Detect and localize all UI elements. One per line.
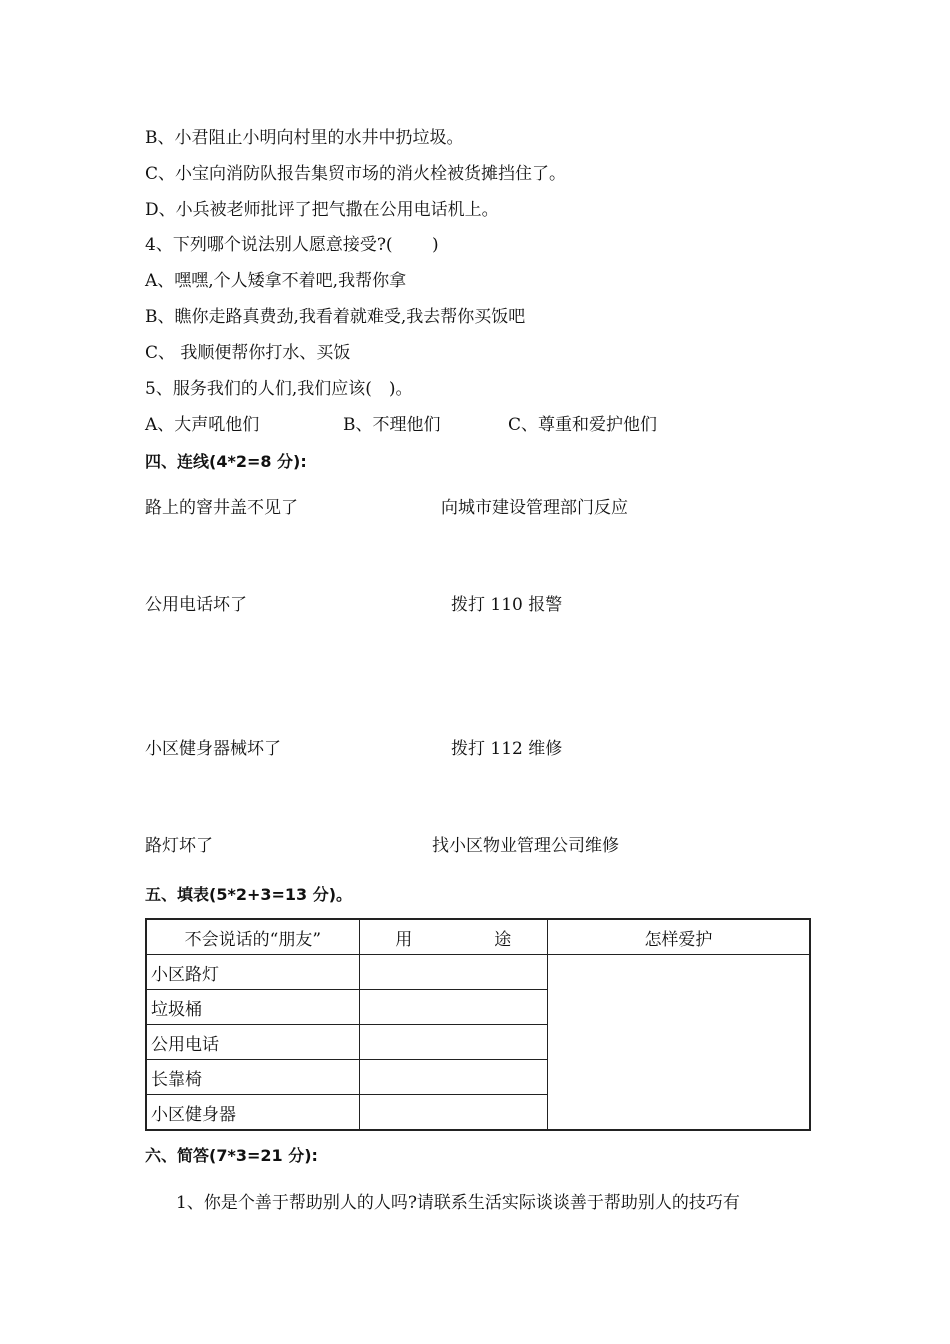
q3-option-b: B、小君阻止小明向村里的水井中扔垃圾。	[145, 128, 464, 148]
q4-stem: 4、下列哪个说法别人愿意接受?( )	[145, 235, 439, 255]
q3-option-c: C、小宝向消防队报告集贸市场的消火栓被货摊挡住了。	[145, 164, 567, 184]
match-right-1: 向城市建设管理部门反应	[441, 498, 628, 518]
match-right-4: 找小区物业管理公司维修	[432, 836, 619, 856]
header-care: 怎样爱护	[547, 919, 810, 955]
q5-stem: 5、服务我们的人们,我们应该( )。	[145, 379, 413, 399]
q5-option-a: A、大声吼他们	[145, 415, 260, 435]
row-label: 长靠椅	[146, 1060, 359, 1095]
fill-table	[145, 918, 811, 1131]
q3-option-d: D、小兵被老师批评了把气撒在公用电话机上。	[145, 200, 499, 220]
use-cell[interactable]	[359, 1060, 547, 1095]
q5-options	[145, 415, 657, 435]
match-right-2: 拨打 110 报警	[451, 595, 563, 615]
q4-option-b: B、瞧你走路真费劲,我看着就难受,我去帮你买饭吧	[145, 307, 526, 327]
row-label: 公用电话	[146, 1025, 359, 1060]
q4-option-c: C、 我顺便帮你打水、买饭	[145, 343, 351, 363]
row-label: 小区健身器	[146, 1095, 359, 1131]
q5-option-b: B、不理他们	[343, 415, 441, 435]
q4-option-a: A、嘿嘿,个人矮拿不着吧,我帮你拿	[145, 271, 407, 291]
q5-option-c: C、尊重和爱护他们	[508, 415, 658, 435]
header-use-1: 用	[395, 929, 413, 950]
header-use-2: 途	[494, 929, 512, 950]
match-left-2: 公用电话坏了	[145, 595, 247, 615]
match-right-3: 拨打 112 维修	[451, 739, 563, 759]
care-cell[interactable]	[547, 955, 810, 1131]
use-cell[interactable]	[359, 1095, 547, 1131]
section4-heading: 四、连线(4*2=8 分):	[145, 452, 307, 471]
section6-q1: 1、你是个善于帮助别人的人吗?请联系生活实际谈谈善于帮助别人的技巧有	[176, 1193, 740, 1213]
row-label: 垃圾桶	[146, 990, 359, 1025]
match-left-4: 路灯坏了	[145, 836, 213, 856]
use-cell[interactable]	[359, 955, 547, 990]
header-friend: 不会说话的“朋友”	[146, 919, 359, 955]
use-cell[interactable]	[359, 990, 547, 1025]
row-label: 小区路灯	[146, 955, 359, 990]
match-left-1: 路上的窨井盖不见了	[145, 498, 298, 518]
table-row	[146, 955, 810, 990]
table-header-row	[146, 919, 810, 955]
header-use	[359, 919, 547, 955]
section6-heading: 六、简答(7*3=21 分):	[145, 1146, 318, 1165]
match-left-3: 小区健身器械坏了	[145, 739, 281, 759]
section5-heading: 五、填表(5*2+3=13 分)。	[145, 885, 353, 904]
use-cell[interactable]	[359, 1025, 547, 1060]
